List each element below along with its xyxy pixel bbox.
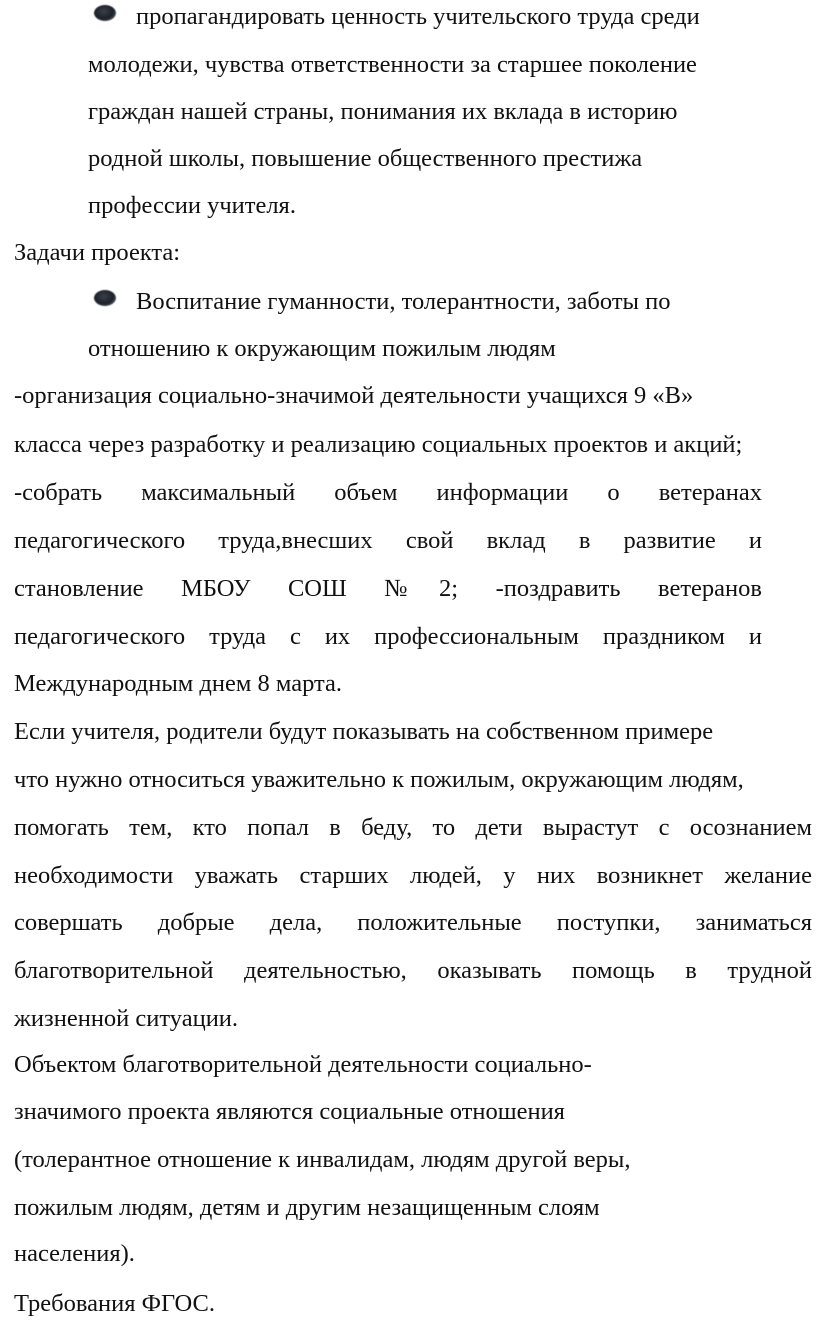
fgos-heading: Требования ФГОС. bbox=[14, 1290, 215, 1317]
text-line: Международным днем 8 марта. bbox=[14, 670, 343, 697]
text-line: становление МБОУ СОШ №2; -поздравить ветеранов bbox=[14, 575, 762, 602]
text-line: населения). bbox=[14, 1240, 135, 1267]
text-line: класса через разработку и реализацию социальных проектов и акций; bbox=[14, 431, 743, 458]
text-line: -собрать максимальный объем информации о ветеранах bbox=[14, 479, 762, 506]
text-line: совершать добрые дела, положительные поступки, заниматься bbox=[14, 909, 812, 936]
bullet-icon bbox=[94, 290, 116, 306]
bullet-icon bbox=[94, 5, 116, 21]
text-line: родной школы, повышение общественного престижа bbox=[88, 145, 643, 172]
text-line: педагогического труда,внесших свой вклад в развитие и bbox=[14, 527, 762, 554]
text-line: помогать тем, кто попал в беду, то дети вырастут с осознанием bbox=[14, 814, 812, 841]
text-line: благотворительной деятельностью, оказывать помощь в трудной bbox=[14, 957, 812, 984]
text-line: молодежи, чувства ответственности за старшее поколение bbox=[88, 51, 697, 78]
text-line: что нужно относиться уважительно к пожилым, окружающим людям, bbox=[14, 766, 744, 793]
text-line: (толерантное отношение к инвалидам, людям другой веры, bbox=[14, 1146, 631, 1173]
text-line: граждан нашей страны, понимания их вклада в историю bbox=[88, 98, 678, 125]
text-line: Если учителя, родители будут показывать на собственном примере bbox=[14, 718, 714, 745]
text-line: значимого проекта являются социальные отношения bbox=[14, 1098, 565, 1125]
text-line: Объектом благотворительной деятельности социально- bbox=[14, 1051, 592, 1078]
text-line: отношению к окружающим пожилым людям bbox=[88, 335, 556, 362]
text-line: жизненной ситуации. bbox=[14, 1005, 239, 1032]
text-line: Воспитание гуманности, толерантности, заботы по bbox=[136, 288, 671, 315]
text-line: необходимости уважать старших людей, у них возникнет желание bbox=[14, 862, 812, 889]
tasks-heading: Задачи проекта: bbox=[14, 239, 181, 266]
text-line: пропагандировать ценность учительского труда среди bbox=[136, 3, 700, 30]
text-line: пожилым людям, детям и другим незащищенным слоям bbox=[14, 1194, 600, 1221]
text-line: профессии учителя. bbox=[88, 192, 296, 219]
text-line: -организация социально-значимой деятельности учащихся 9 «В» bbox=[14, 382, 694, 409]
text-line: педагогического труда с их профессиональным праздником и bbox=[14, 623, 762, 650]
